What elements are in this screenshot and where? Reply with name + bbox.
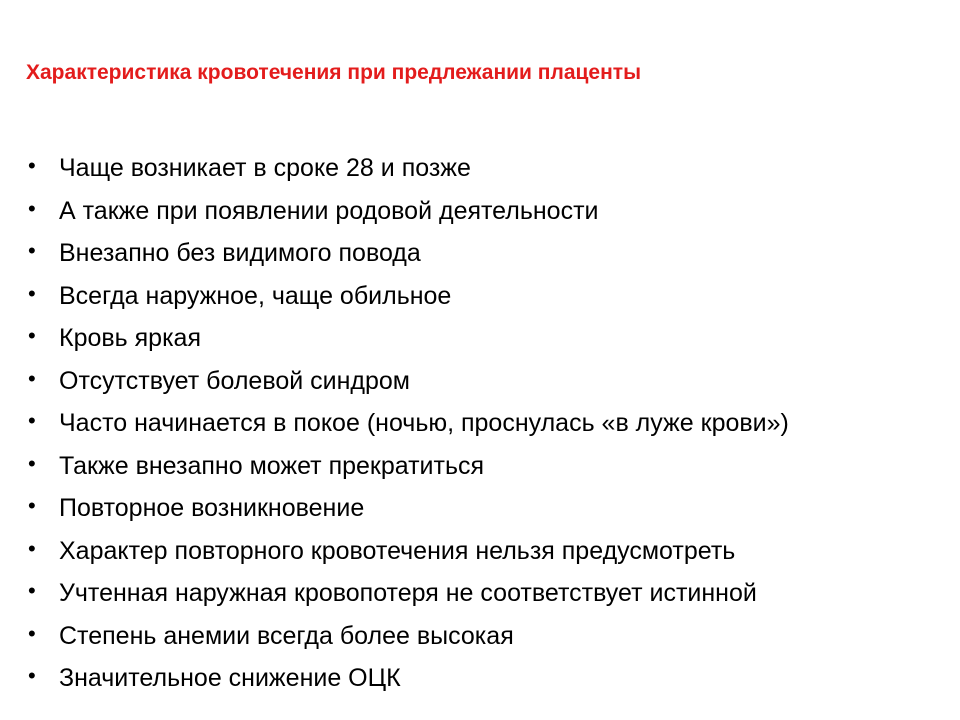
bullet-text: Отсутствует болевой синдром (59, 366, 410, 395)
bullet-item (0, 148, 960, 191)
bullet-icon: • (28, 493, 36, 518)
bullet-icon: • (28, 365, 36, 391)
bullet-text: Часто начинается в покое (ночью, проснулась «в луже крови») (59, 409, 789, 437)
bullet-icon: • (28, 153, 36, 178)
bullet-item (0, 488, 960, 531)
bullet-icon: • (28, 620, 36, 646)
slide-title: Характеристика кровотечения при предлежании плаценты (26, 61, 641, 84)
bullet-item (0, 318, 960, 361)
bullet-item (0, 361, 960, 404)
bullet-text: Степень анемии всегда более высокая (59, 621, 514, 650)
bullet-text: Кровь яркая (59, 324, 201, 352)
bullet-text: Повторное возникновение (59, 494, 365, 522)
bullet-icon: • (28, 238, 36, 263)
bullet-item (0, 573, 960, 616)
bullet-list (0, 148, 960, 701)
bullet-icon: • (28, 450, 36, 476)
bullet-item (0, 531, 960, 574)
bullet-text: Чаще возникает в сроке 28 и позже (59, 154, 471, 182)
bullet-icon: • (28, 535, 36, 561)
bullet-item (0, 446, 960, 489)
bullet-text: А также при появлении родовой деятельности (59, 196, 599, 225)
bullet-icon: • (28, 323, 36, 348)
bullet-text: Также внезапно может прекратиться (59, 451, 485, 480)
bullet-item (0, 403, 960, 446)
bullet-item (0, 616, 960, 659)
bullet-icon: • (28, 280, 36, 306)
bullet-icon: • (28, 195, 36, 221)
bullet-text: Учтенная наружная кровопотеря не соответствует истинной (59, 579, 757, 607)
bullet-text: Значительное снижение ОЦК (59, 664, 401, 692)
bullet-item (0, 233, 960, 276)
bullet-item (0, 658, 960, 701)
bullet-icon: • (28, 578, 36, 603)
bullet-item (0, 191, 960, 234)
bullet-item (0, 276, 960, 319)
bullet-text: Характер повторного кровотечения нельзя предусмотреть (59, 536, 736, 565)
bullet-text: Внезапно без видимого повода (59, 239, 421, 267)
bullet-icon: • (28, 663, 36, 688)
bullet-icon: • (28, 408, 36, 433)
bullet-text: Всегда наружное, чаще обильное (59, 281, 452, 310)
